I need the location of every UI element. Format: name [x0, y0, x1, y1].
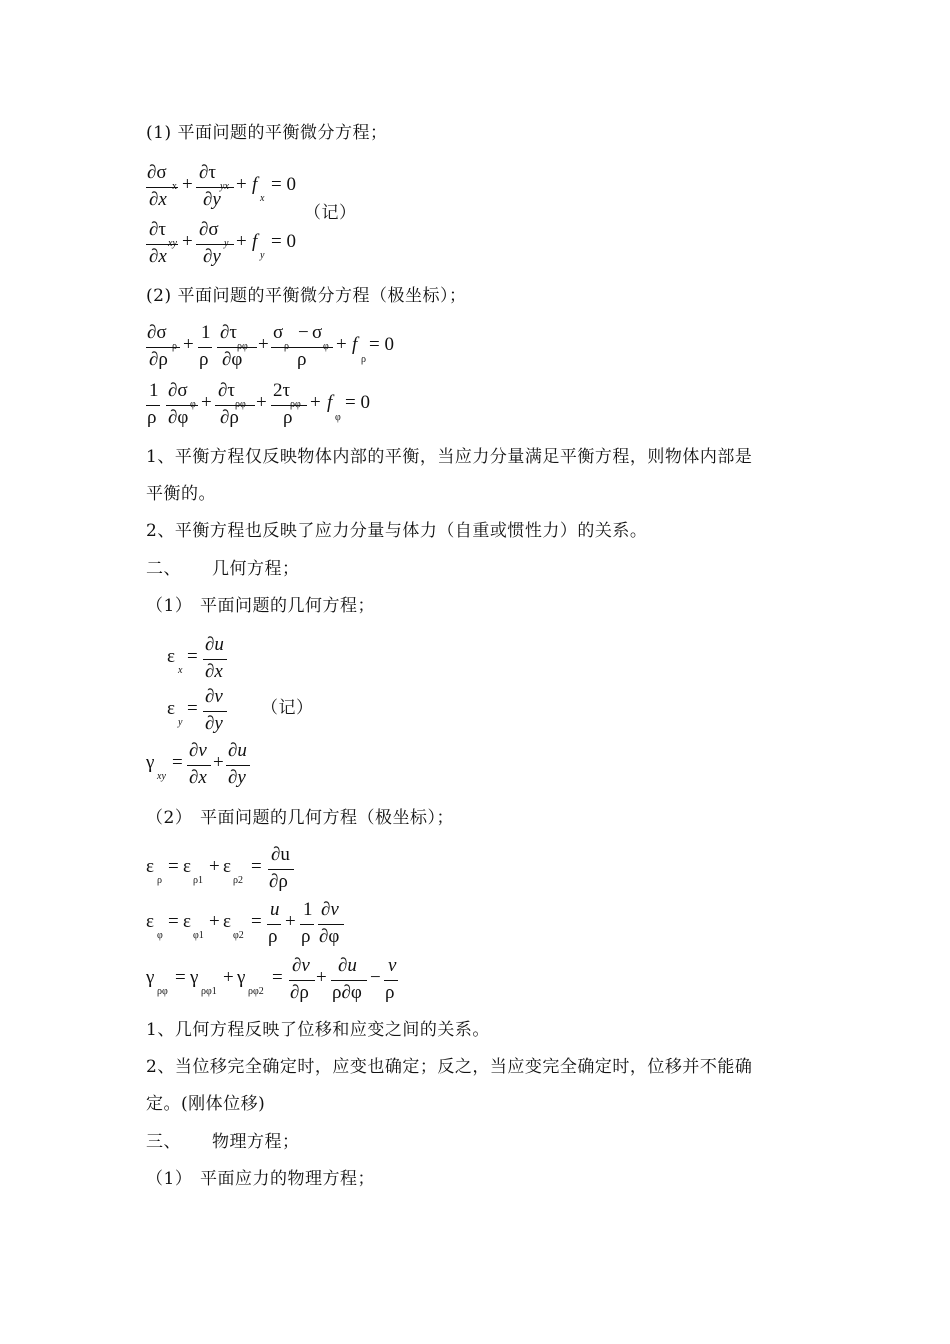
- equals-sign: =: [172, 752, 183, 773]
- frac-den: ρ∂φ: [332, 982, 362, 1003]
- shear-strain-symbol: γ: [146, 967, 155, 988]
- section-title: 几何方程；: [212, 559, 300, 579]
- body-force: f: [252, 231, 258, 252]
- paragraph: 定。(刚体位移): [146, 1094, 266, 1114]
- frac-den: ∂ρ: [149, 349, 168, 370]
- memorize-note: （记）: [304, 203, 357, 223]
- equals-sign: =: [272, 967, 283, 988]
- subscript: yx: [220, 181, 229, 192]
- subscript: ρφ2: [248, 986, 264, 997]
- frac-den: ∂y: [228, 767, 246, 788]
- subscript: ρφ: [237, 341, 248, 352]
- subscript: φ: [190, 399, 196, 410]
- plus-sign: +: [213, 752, 224, 773]
- frac-den: ρ: [301, 926, 311, 947]
- subscript: ρ: [157, 875, 162, 886]
- heading-equilibrium: (1) 平面问题的平衡微分方程；: [146, 123, 388, 143]
- subsection-number: （2）: [146, 808, 193, 828]
- subscript: φ: [335, 412, 341, 423]
- subsection-number: （1）: [146, 1169, 193, 1189]
- frac-num: v: [388, 955, 397, 976]
- strain-symbol: ε: [146, 856, 154, 877]
- equals-zero: = 0: [271, 174, 296, 195]
- frac-den: ∂x: [149, 189, 167, 210]
- paragraph: 1、平衡方程仅反映物体内部的平衡，当应力分量满足平衡方程，则物体内部是: [146, 447, 753, 467]
- subscript: y: [224, 238, 229, 249]
- shear-strain-symbol: γ: [237, 967, 246, 988]
- frac-num: ∂τ: [199, 162, 217, 183]
- frac-num: 1: [201, 322, 211, 343]
- subscript: xy: [157, 771, 166, 782]
- strain-symbol: ε: [183, 911, 191, 932]
- equals-sign: =: [251, 911, 262, 932]
- strain-symbol: ε: [167, 698, 175, 719]
- subscript: φ: [323, 341, 329, 352]
- subsection-number: （1）: [146, 596, 193, 616]
- frac-num: 1: [149, 380, 159, 401]
- plus-sign: +: [236, 231, 247, 252]
- frac-num: ∂v: [321, 899, 339, 920]
- frac-num: 2τ: [273, 380, 291, 401]
- subscript: φ2: [233, 930, 244, 941]
- section-title: 物理方程；: [212, 1132, 300, 1152]
- frac-num: ∂u: [205, 634, 224, 655]
- subscript: xy: [168, 238, 177, 249]
- frac-den: ρ: [297, 349, 307, 370]
- subscript: ρ1: [193, 875, 203, 886]
- heading-equilibrium-polar: (2) 平面问题的平衡微分方程（极坐标）；: [146, 286, 467, 306]
- subscript: ρφ1: [201, 986, 217, 997]
- frac-num: ∂σ: [199, 219, 219, 240]
- plus-sign: +: [182, 231, 193, 252]
- subscript: φ1: [193, 930, 204, 941]
- subscript: ρφ: [157, 986, 168, 997]
- frac-num: ∂v: [205, 686, 223, 707]
- subscript: x: [260, 193, 265, 204]
- frac-num: u: [270, 899, 280, 920]
- plus-sign: +: [183, 334, 194, 355]
- plus-sign: +: [256, 392, 267, 413]
- frac-num: σ: [273, 322, 284, 343]
- paragraph: 平衡的。: [146, 484, 216, 504]
- equals-sign: =: [168, 911, 179, 932]
- frac-den: ∂y: [203, 246, 221, 267]
- frac-num: 1: [303, 899, 313, 920]
- memorize-note: （记）: [261, 698, 314, 718]
- subscript: ρ: [284, 341, 289, 352]
- plus-sign: +: [336, 334, 347, 355]
- frac-den: ρ: [385, 982, 395, 1003]
- plus-sign: +: [285, 911, 296, 932]
- frac-num: ∂σ: [168, 380, 188, 401]
- strain-symbol: ε: [146, 911, 154, 932]
- paragraph: 2、当位移完全确定时，应变也确定；反之，当应变完全确定时，位移并不能确: [146, 1057, 753, 1077]
- subscript: ρ: [361, 354, 366, 365]
- frac-den: ∂x: [205, 661, 223, 682]
- frac-den: ∂φ: [222, 349, 243, 370]
- minus-sign: −: [370, 967, 381, 988]
- subscript: y: [178, 717, 183, 728]
- shear-strain-symbol: γ: [146, 752, 155, 773]
- subsection-title: 平面问题的几何方程（极坐标）；: [200, 808, 454, 828]
- plus-sign: +: [316, 967, 327, 988]
- plus-sign: +: [258, 334, 269, 355]
- strain-symbol: ε: [223, 911, 231, 932]
- body-force: f: [352, 334, 358, 355]
- frac-num: ∂u: [228, 740, 247, 761]
- plus-sign: +: [236, 174, 247, 195]
- frac-num: ∂v: [292, 955, 310, 976]
- minus-sign: −: [298, 322, 309, 343]
- subsection-title: 平面应力的物理方程；: [200, 1169, 375, 1189]
- paragraph: 1、几何方程反映了位移和应变之间的关系。: [146, 1020, 490, 1040]
- equals-zero: = 0: [345, 392, 370, 413]
- subscript: ρφ: [290, 399, 301, 410]
- frac-num: ∂v: [189, 740, 207, 761]
- frac-den: ∂ρ: [290, 982, 309, 1003]
- frac-num: σ: [312, 322, 323, 343]
- frac-den: ∂x: [189, 767, 207, 788]
- body-force: f: [252, 174, 258, 195]
- section-number: 三、: [146, 1132, 181, 1152]
- shear-strain-symbol: γ: [190, 967, 199, 988]
- frac-den: ∂ρ: [220, 407, 239, 428]
- plus-sign: +: [209, 911, 220, 932]
- plus-sign: +: [209, 856, 220, 877]
- frac-den: ∂y: [203, 189, 221, 210]
- equals-sign: =: [168, 856, 179, 877]
- frac-den: ρ: [283, 407, 293, 428]
- frac-num: ∂u: [271, 844, 290, 865]
- subscript: y: [260, 250, 265, 261]
- equals-zero: = 0: [271, 231, 296, 252]
- frac-den: ∂φ: [319, 926, 340, 947]
- plus-sign: +: [182, 174, 193, 195]
- frac-den: ∂φ: [168, 407, 189, 428]
- equals-sign: =: [175, 967, 186, 988]
- frac-num: ∂σ: [147, 162, 167, 183]
- paragraph: 2、平衡方程也反映了应力分量与体力（自重或惯性力）的关系。: [146, 521, 648, 541]
- plus-sign: +: [223, 967, 234, 988]
- body-force: f: [327, 392, 333, 413]
- subscript: x: [172, 181, 177, 192]
- subscript: φ: [157, 930, 163, 941]
- frac-num: ∂τ: [220, 322, 238, 343]
- subscript: ρ: [172, 341, 177, 352]
- subscript: x: [178, 665, 183, 676]
- plus-sign: +: [310, 392, 321, 413]
- section-number: 二、: [146, 559, 181, 579]
- frac-den: ∂ρ: [269, 871, 288, 892]
- frac-num: ∂u: [338, 955, 357, 976]
- frac-den: ∂x: [149, 246, 167, 267]
- equals-sign: =: [187, 646, 198, 667]
- frac-den: ρ: [199, 349, 209, 370]
- plus-sign: +: [201, 392, 212, 413]
- frac-num: ∂τ: [149, 219, 167, 240]
- frac-num: ∂σ: [147, 322, 167, 343]
- equals-zero: = 0: [369, 334, 394, 355]
- strain-symbol: ε: [183, 856, 191, 877]
- strain-symbol: ε: [167, 646, 175, 667]
- frac-den: ρ: [268, 926, 278, 947]
- subscript: ρ2: [233, 875, 243, 886]
- frac-den: ρ: [147, 407, 157, 428]
- equals-sign: =: [187, 698, 198, 719]
- strain-symbol: ε: [223, 856, 231, 877]
- frac-den: ∂y: [205, 713, 223, 734]
- subsection-title: 平面问题的几何方程；: [200, 596, 375, 616]
- subscript: ρφ: [235, 399, 246, 410]
- frac-num: ∂τ: [218, 380, 236, 401]
- equals-sign: =: [251, 856, 262, 877]
